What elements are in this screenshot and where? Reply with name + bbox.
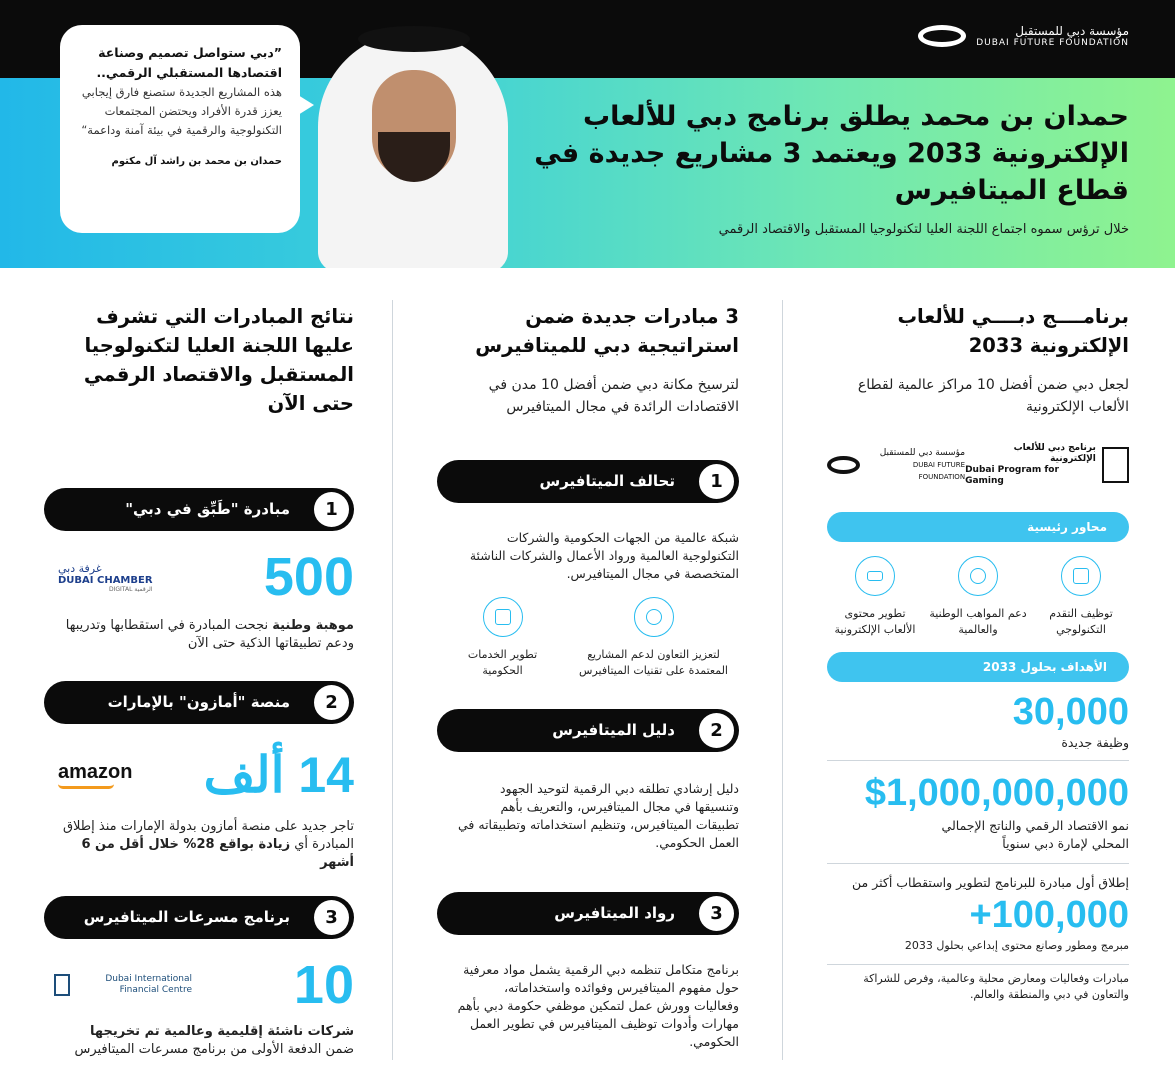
page-subtitle: خلال ترؤس سموه اجتماع اللجنة العليا لتكنولوجيا المستقبل والاقتصاد الرقمي [718, 222, 1129, 237]
brand-name-ar: مؤسسة دبي للمستقبل [1015, 24, 1129, 38]
gaming-program-logo [965, 443, 1129, 487]
item-title: تحالف الميتافيرس [539, 472, 675, 490]
result-value: 500 [263, 547, 354, 607]
goal-economy-text: نمو الاقتصاد الرقمي والناتج الإجمالي المحلي لإمارة دبي سنوياً [941, 818, 1129, 851]
result-item-2-text [44, 818, 354, 872]
pillars-list [827, 556, 1129, 638]
divider [827, 760, 1129, 761]
result-text: ضمن الدفعة الأولى من برنامج مسرعات الميتافيرس [74, 1042, 354, 1057]
amazon-smile-icon [58, 784, 114, 789]
metaverse-item-1-heading [437, 460, 739, 503]
item-title: منصة "أمازون" بالإمارات [107, 693, 290, 711]
chip-icon [1061, 556, 1101, 596]
dff-partner-logo [827, 447, 965, 483]
dff-logo-icon [827, 456, 860, 474]
item-number: 2 [699, 713, 734, 748]
result-text-bold: موهبة وطنية [272, 618, 354, 633]
quote-card [60, 25, 300, 233]
item-title: برنامج مسرعات الميتافيرس [83, 908, 290, 926]
pillar-label: دعم المواهب الوطنية والعالمية [929, 607, 1027, 636]
quote-body: هذه المشاريع الجديدة ستصنع فارق إيجابي يعزز قدرة الأفراد ويحتضن المجتمعات التكنولوجية والرقمية في بيئة آمنة وداعمة“ [81, 85, 282, 137]
item-number: 1 [699, 464, 734, 499]
item-title: مبادرة "طَبِّق في دبي" [125, 500, 290, 518]
result-item-2-stat [44, 738, 354, 812]
result-item-3-text [44, 1023, 354, 1059]
page-title: حمدان بن محمد يطلق برنامج دبي للألعاب الإلكترونية 2033 ويعتمد 3 مشاريع جديدة في قطاع الميتافيرس [534, 101, 1129, 206]
quote-headline: ”دبي ستواصل تصميم وصناعة اقتصادها المستقبلي الرقمي.. [96, 45, 282, 80]
quote-author: حمدان بن محمد بن راشد آل مكتوم [111, 156, 282, 167]
result-value: 14 ألف [203, 747, 354, 803]
metaverse-column [437, 290, 739, 1051]
metaverse-subtitle: لترسيخ مكانة دبي ضمن أفضل 10 مدن في الاقتصادات الرائدة في مجال الميتافيرس [488, 377, 739, 415]
pillar-item [1033, 556, 1129, 638]
divider [827, 863, 1129, 864]
pillars-label: محاور رئيسية [827, 512, 1129, 542]
portrait-agal [358, 26, 470, 52]
result-item-1-stat [44, 545, 354, 609]
gaming-program-logo-icon [1102, 447, 1129, 483]
logo-text: DUBAI CHAMBER [58, 574, 153, 586]
alliance-icon-item [448, 597, 558, 679]
logo-text-ar: غرفة دبي [58, 561, 102, 575]
portrait-image [300, 14, 530, 268]
item-title: دليل الميتافيرس [552, 721, 675, 739]
alliance-icon-item [579, 597, 729, 679]
header-banner [0, 0, 1175, 268]
result-item-1-heading [44, 488, 354, 531]
alliance-icon-label: تطوير الخدمات الحكومية [467, 648, 538, 677]
collaboration-icon [634, 597, 674, 637]
gaming-program-logo-ar: برنامج دبي للألعاب الإلكترونية [1013, 443, 1096, 464]
column-divider [782, 300, 783, 1060]
goal-events-text: مبادرات وفعاليات ومعارض محلية وعالمية، وفرص للشراكة والتعاون في دبي والمنطقة والعالم. [863, 972, 1129, 1001]
metaverse-item-1-text: شبكة عالمية من الجهات الحكومية والشركات التكنولوجية العالمية ورواد الأعمال والشركات الناشئة المتخصصة في مجال الميتافيرس. [469, 530, 739, 581]
item-number: 3 [699, 896, 734, 931]
goal-talent-intro: إطلاق أول مبادرة للبرنامج لتطوير واستقطاب أكثر من [852, 875, 1129, 890]
metaverse-item-3-text: برنامج متكامل تنظمه دبي الرقمية يشمل مواد معرفية حول مفهوم الميتافيرس وفوائده واستخداماته، وفعاليات وورش عمل لتمكين موظفي حكومة دبي بأهم مهارات وأدوات توظيف الميتافيرس في تطوير العمل الحكومي. [457, 962, 739, 1049]
alliance-icon-label: لتعزيز التعاون لدعم المشاريع المعتمدة على تقنيات الميتافيرس [579, 648, 728, 677]
pillar-label: تطوير محتوى الألعاب الإلكترونية [834, 607, 916, 636]
gaming-program-logo-en: Dubai Program for Gaming [965, 465, 1059, 486]
logo-text: Dubai International Financial Centre [105, 974, 192, 995]
gaming-program-title: برنامــــج دبــــي للألعاب الإلكترونية 2033 [897, 305, 1129, 357]
column-divider [392, 300, 393, 1060]
dff-partner-logo-en: DUBAI FUTURE FOUNDATION [912, 461, 966, 481]
dff-partner-logo-ar: مؤسسة دبي للمستقبل [879, 448, 966, 458]
pillar-label: توظيف التقدم التكنولوجي [1049, 607, 1113, 636]
metaverse-item-2-heading [437, 709, 739, 752]
item-title: رواد الميتافيرس [554, 904, 675, 922]
goals-label: الأهداف بحلول 2033 [827, 652, 1129, 682]
metaverse-item-3-heading [437, 892, 739, 935]
goal-talent-text: مبرمج ومطور وصانع محتوى إبداعي بحلول 2033 [904, 939, 1129, 952]
brand-logo [918, 24, 1129, 48]
result-item-3-heading [44, 896, 354, 939]
result-value: 10 [293, 955, 354, 1015]
gaming-program-column [827, 290, 1129, 1003]
divider [827, 964, 1129, 965]
item-number: 1 [314, 492, 349, 527]
result-text-bold: زيادة بواقع 28% خلال أقل من 6 أشهر [81, 837, 354, 870]
alliance-icons [437, 597, 739, 679]
people-icon [958, 556, 998, 596]
dubai-chamber-logo [58, 562, 153, 593]
logo-subtext: DIGITAL الرقمية [109, 585, 153, 593]
logo-text: amazon [58, 761, 133, 783]
results-column [44, 290, 354, 1059]
gaming-program-subtitle: لجعل دبي ضمن أفضل 10 مراكز عالمية لقطاع الألعاب الإلكترونية [857, 377, 1129, 415]
gamepad-icon [855, 556, 895, 596]
difc-logo-icon [54, 974, 70, 996]
goal-talent-value: +100,000 [969, 894, 1129, 936]
pillar-item [928, 556, 1028, 638]
difc-logo [54, 974, 192, 996]
result-item-1-text [44, 617, 354, 653]
partner-logos [827, 440, 1129, 490]
metaverse-title: 3 مبادرات جديدة ضمن استراتيجية دبي للميتافيرس [475, 305, 739, 357]
brand-name-en: DUBAI FUTURE FOUNDATION [976, 38, 1129, 48]
dff-logo-icon [918, 25, 966, 47]
results-title: نتائج المبادرات التي تشرف عليها اللجنة العليا لتكنولوجيا المستقبل والاقتصاد الرقمي حتى الآن [83, 305, 354, 415]
gov-services-icon [483, 597, 523, 637]
pillar-item [827, 556, 923, 638]
result-item-3-stat [44, 953, 354, 1017]
goal-jobs-text: وظيفة جديدة [1061, 735, 1129, 750]
result-item-2-heading [44, 681, 354, 724]
result-text-bold: شركات ناشئة إقليمية وعالمية تم تخريجها [90, 1024, 354, 1039]
goal-jobs-value: 30,000 [1012, 691, 1129, 733]
metaverse-item-2-text: دليل إرشادي تطلقه دبي الرقمية لتوحيد الجهود وتنسيقها في مجال الميتافيرس، والتعريف بأهم تطبيقات الميتافيرس، وتنظيم استخداماته وتطبيقاته في العمل الحكومي. [458, 781, 739, 850]
item-number: 2 [314, 685, 349, 720]
item-number: 3 [314, 900, 349, 935]
result-text: نجحت المبادرة في استقطابها وتدريبها ودعم تطبيقاتها الذكية حتى الآن [65, 618, 354, 651]
result-text: تاجر جديد على منصة أمازون بدولة الإمارات منذ إطلاق المبادرة أي [62, 819, 354, 852]
amazon-logo [58, 761, 132, 789]
goal-economy-value: $1,000,000,000 [864, 772, 1129, 814]
